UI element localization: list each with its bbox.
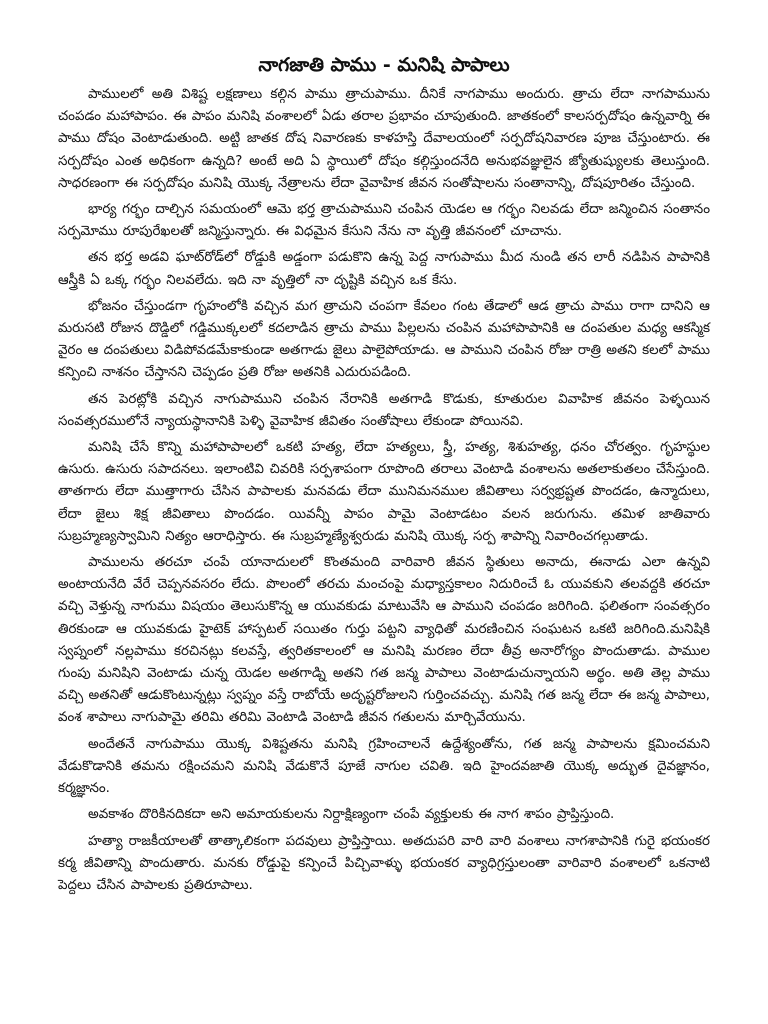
paragraph: భోజనం చేస్తుండగా గృహంలోకి వచ్చిన మగ త్రాచుని చంపగా కేవలం గంట తేడాలో ఆడ త్రాచు పాము రాగా దానిని ఆ మరుసటి రోజున దొడ్డిలో గడ్డిముక్కలలో కదలాడిన త్రాచు పాము పిల్లలను చంపిన మహాపాపానికి ఆ దంపతుల మధ్య ఆకస్మిక వైరం ఆ దంపతులు విడిపోవడమేకాకుండా అతగాడు జైలు పాలైపోయాడు. ఆ పాముని చంపిన రోజు రాత్రి అతని కలలో పాము కన్పించి నాశనం చేస్తానని చెప్పడం ప్రతి రోజు అతనికి ఎదురుపడింది.	[58, 298, 710, 381]
paragraph: పాములను తరచూ చంపే యానాదులలో కొంతమంది వారివారి జీవన స్థితులు అనాదు, ఈనాడు ఎలా ఉన్నవి అంటాయనేది వేరే చెప్పనవసరం లేదు. పొలంలో తరచు మంచంపై మధ్యాస్తకాలం నిదురించే ఓ యువకుని తలవద్దకి తరచూ వచ్చి వెళ్తున్న నాగుము విషయం తెలుసుకొన్న ఆ యువకుడు మాటువేసి ఆ పాముని చంపడం జరిగింది. ఫలితంగా సంవత్సరం తిరకుండా ఆ యువకుడు హైటెక్ హాస్పటల్ సయితం గుర్తు పట్టని వ్యాధితో మరణించిన సంఘటన ఒకటి జరిగింది.మనిషికి స్వప్నంలో నల్లపాము కరచినట్లు కలవస్తే, త్వరితకాలంలో ఆ మనిషి మరణం లేదా తీవ్ర అనారోగ్యం పొందుతాడు. పాముల గుంపు మనిషిని వెంటాడు చున్న యెడల అతగాడ్ని అతని గత జన్మ పాపాలు వెంటాడుచున్నాయని అర్థం. అతి తెల్ల పాము వచ్చి అతనితో ఆడుకొంటున్నట్లు స్వప్నం వస్తే రాబోయే అదృష్టరోజులని గుర్తించవచ్చు. మనిషి గత జన్మ లేదా ఈ జన్మ పాపాలు, వంశ శాపాలు నాగుపామై తరిమి తరిమి వెంటాడి వెంటాడి జీవన గతులను మార్చివేయును.	[58, 555, 710, 726]
paragraph: భార్య గర్భం దాల్చిన సమయంలో ఆమె భర్త త్రాచుపాముని చంపిన యెడల ఆ గర్భం నిలవడు లేదా జన్మించిన సంతానం సర్పమోము రూపురేఖలతో జన్మిస్తున్నారు. ఈ విధమైన కేసుని నేను నా వృత్తి జీవనంలో చూచాను.	[58, 202, 710, 240]
document-title: నాగజాతి పాము - మనిషి పాపాలు	[258, 54, 510, 76]
paragraph: తన భర్త అడవి ఘాట్‌రోడ్‌లో రోడ్డుకి అడ్డంగా పడుకొని ఉన్న పెద్ద నాగుపాము మీద నుండి తన లారీ నడిపిన పాపానికి ఆస్త్రీకి ఏ ఒక్క గర్భం నిలవలేదు. ఇది నా వృత్తిలో నా దృష్టికి వచ్చిన ఒక కేసు.	[58, 250, 710, 288]
paragraph: అవకాశం దొరికినదికదా అని అమాయకులను నిర్దాక్షిణ్యంగా చంపే వ్యక్తులకు ఈ నాగ శాపం ప్రాప్తిస్తుంది.	[88, 807, 615, 823]
paragraph: పాములలో అతి విశిష్ట లక్షణాలు కల్గిన పాము త్రాచుపాము. దీనికే నాగపాము అందురు. త్రాచు లేదా నాగపామును చంపడం మహాపాపం. ఈ పాపం మనిషి వంశాలలో ఏడు తరాల ప్రభావం చూపుతుంది. జాతకంలో కాలసర్పదోషం ఉన్నవార్ని ఈ పాము దోషం వెంటాడుతుంది. అట్టి జాతక దోష నివారణకు కాళహస్తి దేవాలయంలో సర్పదోషనివారణ పూజ చేస్తుంటారు. ఈ సర్పదోషం ఎంత అధికంగా ఉన్నది? అంటే అది ఏ స్థాయిలో దోషం కల్గిస్తుందనేది అనుభవజ్ఞులైన జ్యోతుష్యులకు తెలుస్తుంది. సాధరణంగా ఈ సర్పదోషం మనిషి యొక్క నేత్రాలను లేదా వైవాహిక జీవన సంతోషాలను సంతానాన్ని, దోషపూరితం చేస్తుంది.	[58, 87, 710, 191]
paragraph: మనిషి చేసే కొన్ని మహాపాపాలలో ఒకటి హత్య, లేదా హత్యలు, స్త్రీ, హత్య, శిశుహత్య, ధనం చోరత్వం. గృహస్థుల ఉసురు. ఉసురు సపాదనలు. ఇలాంటివి చివరికి సర్పశాపంగా రూపొంది తరాలు వెంటాడి వంశాలను అతలాకుతలం చేసేస్తుంది. తాతగారు లేదా ముత్తాగారు చేసిన పాపాలకు మనవడు లేదా మునిమనముల జీవితాలు సర్వభ్రష్టత పొందడం, ఉన్మాదులు, లేదా జైలు శిక్ష జీవితాలు పొందడం. యివన్నీ పాపం పామై వెంటాడటం వలన జరుగును. తమిళ జాతివారు సుబ్రహ్మణ్యస్వామిని నిత్యం ఆరాధిస్తారు. ఈ సుబ్రహ్మణ్యేశ్వరుడు మనిషి యొక్క సర్ప శాపాన్ని నివారించగల్గుతాడు.	[58, 440, 710, 544]
paragraph: అందేతనే నాగుపాము యొక్క విశిష్టతను మనిషి గ్రహించాలనే ఉద్దేశ్యంతోను, గత జన్మ పాపాలను క్షమించమని వేడుకొడానికి తమను రక్షించమని మనిషి వేడుకొనే పూజే నాగుల చవితి. ఇది హైందవజాతి యొక్క అద్భుత దైవజ్ఞానం, కర్మజ్ఞానం.	[58, 736, 710, 797]
paragraph: హత్యా రాజకీయాలతో తాత్కాలికంగా పదవులు ప్రాప్తిస్తాయి. అతదుపరి వారి వారి వంశాలు నాగశాపానికి గురై భయంకర కర్మ జీవితాన్ని పొందుతారు. మనకు రోడ్డుపై కన్పించే పిచ్చివాళ్ళు భయంకర వ్యాధిగ్రస్తులంతా వారివారి వంశాలలో ఒకనాటి పెద్దలు చేసిన పాపాలకు ప్రతిరూపాలు.	[58, 833, 710, 893]
paragraph: తన పెరట్లోకి వచ్చిన నాగుపాముని చంపిన నేరానికి అతగాడి కొడుకు, కూతురుల వివాహిక జీవనం పెళ్ళయిన సంవత్సరములోనే న్యాయస్థానానికి పెళ్ళి వైవాహిక జీవితం సంతోషాలు లేకుండా పోయినవి.	[58, 391, 710, 429]
